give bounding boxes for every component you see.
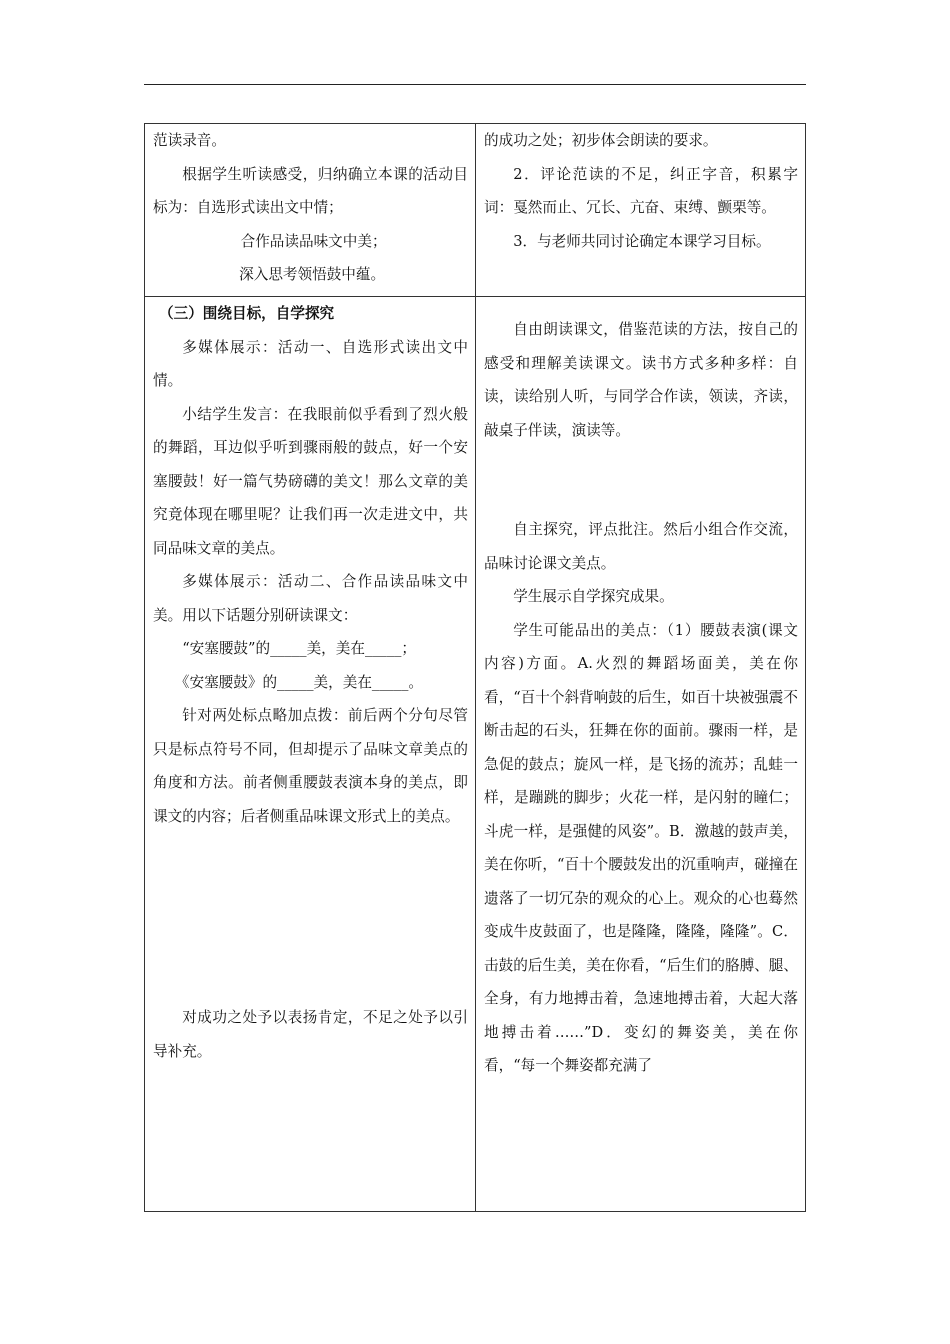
teacher-activity-cell [145, 124, 476, 297]
table-row [145, 124, 806, 297]
header-rule [144, 84, 806, 85]
paragraph: 小结学生发言：在我眼前似乎看到了烈火般的舞蹈，耳边似乎听到骤雨般的鼓点，好一个安塞腰鼓！好一篇气势磅礴的美文！那么文章的美究竟体现在哪里呢？让我们再一次走进文中，共同品味文章的美点。 [153, 405, 468, 557]
spacer [153, 833, 468, 1001]
table-row [145, 297, 806, 1212]
student-activity-cell [476, 297, 806, 1212]
paragraph: 的成功之处；初步体会朗读的要求。 [484, 132, 718, 149]
paragraph: 针对两处标点略加点拨：前后两个分句尽管只是标点符号不同，但却提示了品味文章美点的角度和方法。前者侧重腰鼓表演本身的美点，即课文的内容；后者侧重品味课文形式上的美点。 [153, 707, 468, 825]
paragraph: 多媒体展示：活动一、自选形式读出文中情。 [153, 338, 468, 389]
paragraph: “安塞腰鼓”的_____美，美在_____； [182, 640, 417, 657]
paragraph: 合作品读品味文中美； [240, 232, 387, 250]
paragraph: 《安塞腰鼓》的_____美，美在_____。 [174, 673, 423, 691]
spacer [484, 297, 798, 313]
paragraph: 对成功之处予以表扬肯定，不足之处予以引导补充。 [153, 1009, 468, 1060]
paragraph: 范读录音。 [153, 132, 226, 149]
teacher-activity-cell [145, 297, 476, 1212]
paragraph: 2．评论范读的不足，纠正字音，积累字词：戛然而止、冗长、亢奋、束缚、颤栗等。 [484, 165, 798, 216]
section-heading: （三）围绕目标，自学探究 [159, 305, 335, 322]
spacer [484, 447, 798, 513]
paragraph: 学生可能品出的美点：（1）腰鼓表演(课文内容)方面。A.火烈的舞蹈场面美，美在你看，“百十个斜背响鼓的后生，如百十块被强震不断击起的石头，狂舞在你的面前。骤雨一样，是急促的鼓点；旋风一样，是飞扬的流苏；乱蛙一样，是蹦跳的脚步；火花一样，是闪射的瞳仁；斗虎一样，是强健的风姿”。B．激越的鼓声美，美在你听，“百十个腰鼓发出的沉重响声，碰撞在遗落了一切冗杂的观众的心上。观众的心也蓦然变成牛皮鼓面了，也是隆隆，隆隆，隆隆”。C．击鼓的后生美，美在你看，“后生们的胳膊、腿、全身，有力地搏击着，急速地搏击着，大起大落地搏击着……”D．变幻的舞姿美，美在你看，“每一个舞姿都充满了 [484, 621, 798, 1074]
paragraph: 学生展示自学探究成果。 [513, 588, 674, 605]
paragraph: 自主探究，评点批注。然后小组合作交流，品味讨论课文美点。 [484, 521, 798, 572]
student-activity-cell [476, 124, 806, 297]
paragraph: 深入思考领悟鼓中蕴。 [239, 266, 386, 283]
paragraph: 多媒体展示：活动二、合作品读品味文中美。用以下话题分别研读课文： [153, 573, 468, 624]
paragraph: 自由朗读课文，借鉴范读的方法，按自己的感受和理解美读课文。读书方式多种多样：自读，读给别人听，与同学合作读，领读，齐读，敲桌子伴读，演读等。 [484, 321, 798, 439]
paragraph: 根据学生听读感受，归纳确立本课的活动目标为：自选形式读出文中情； [153, 165, 468, 216]
lesson-plan-table [144, 123, 806, 1212]
paragraph: 3．与老师共同讨论确定本课学习目标。 [513, 232, 771, 250]
